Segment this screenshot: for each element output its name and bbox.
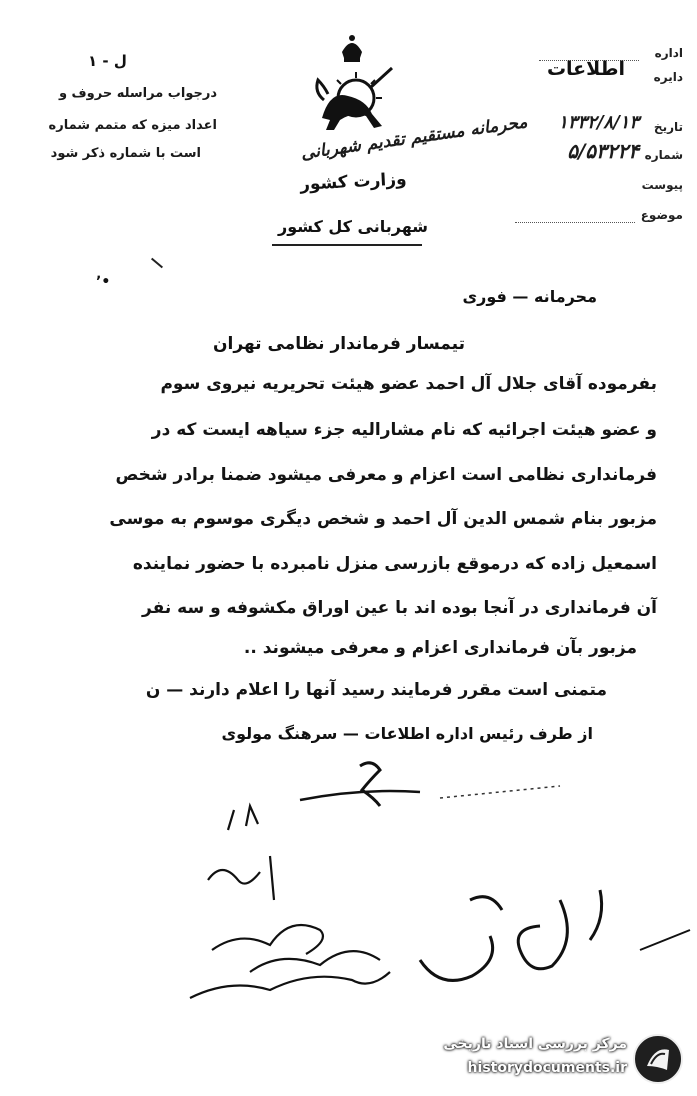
number-label: شماره [644, 148, 683, 162]
body-line-8: متمنی است مقرر فرمایند رسید آنها را اعلام دارند — ن [145, 680, 607, 700]
ministry-name: وزارت کشور [299, 169, 408, 195]
reply-note-line-1: درجواب مراسله حروف و [58, 86, 217, 101]
subject-dots [515, 222, 635, 223]
stray-mark-slash [151, 258, 163, 269]
body-line-6: آن فرمانداری در آنجا بوده اند با عین اوراق مکشوفه و سه نفر [142, 598, 657, 618]
watermark-url: historydocuments.ir [467, 1060, 627, 1076]
body-line-5: اسمعیل زاده که درموقع بازرسی منزل نامبرده با حضور نماینده [132, 554, 657, 574]
watermark [397, 1030, 687, 1090]
signature-line: از طرف رئیس اداره اطلاعات — سرهنگ مولوی [221, 724, 593, 743]
body-line-4: مزبور بنام شمس الدین آل احمد و شخص دیگری موسوم به موسی [109, 509, 657, 529]
date-value: ۱۳۳۲/۸/۱۳ [558, 112, 639, 133]
number-value: ۵/۵۳۲۲۴ [567, 139, 639, 163]
handwritten-routing-note: محرمانه مستقیم تقدیم شهربانی [299, 112, 529, 164]
body-line-2: و عضو هیئت اجرائیه که نام مشارالیه جزء سیاهه ایست که در [151, 420, 657, 440]
reply-note-line-3: است با شماره ذکر شود [50, 146, 201, 161]
section-value: اطلاعات [546, 58, 625, 80]
office-label: اداره [654, 46, 683, 60]
lion-and-sun-emblem [300, 30, 405, 140]
body-line-1: بفرموده آقای جلال آل احمد عضو هیئت تحریریه نیروی سوم [160, 374, 657, 394]
addressee: تیمسار فرماندار نظامی تهران [213, 334, 465, 354]
stray-mark: ٬• [96, 274, 111, 290]
department-underline [272, 244, 422, 246]
reply-note-line-2: اعداد میزه که متمم شماره [48, 118, 217, 133]
section-label: دایره [653, 70, 683, 84]
department-name: شهربانی کل کشور [278, 217, 429, 236]
archive-logo-icon [633, 1034, 683, 1084]
reference-code: ل - ۱ [88, 52, 127, 70]
date-label: تاریخ [653, 120, 683, 134]
body-line-7: مزبور بآن فرمانداری اعزام و معرفی میشوند .. [243, 638, 637, 658]
watermark-title: مرکز بررسی اسناد تاریخی [443, 1036, 627, 1052]
attachment-label: پیوست [641, 178, 683, 192]
body-line-3: فرمانداری نظامی است اعزام و معرفی میشود ضمنا برادر شخص [115, 465, 657, 485]
handwritten-annotations [0, 740, 697, 1040]
subject-label: موضوع [640, 208, 683, 222]
classification: محرمانه — فوری [462, 287, 597, 306]
